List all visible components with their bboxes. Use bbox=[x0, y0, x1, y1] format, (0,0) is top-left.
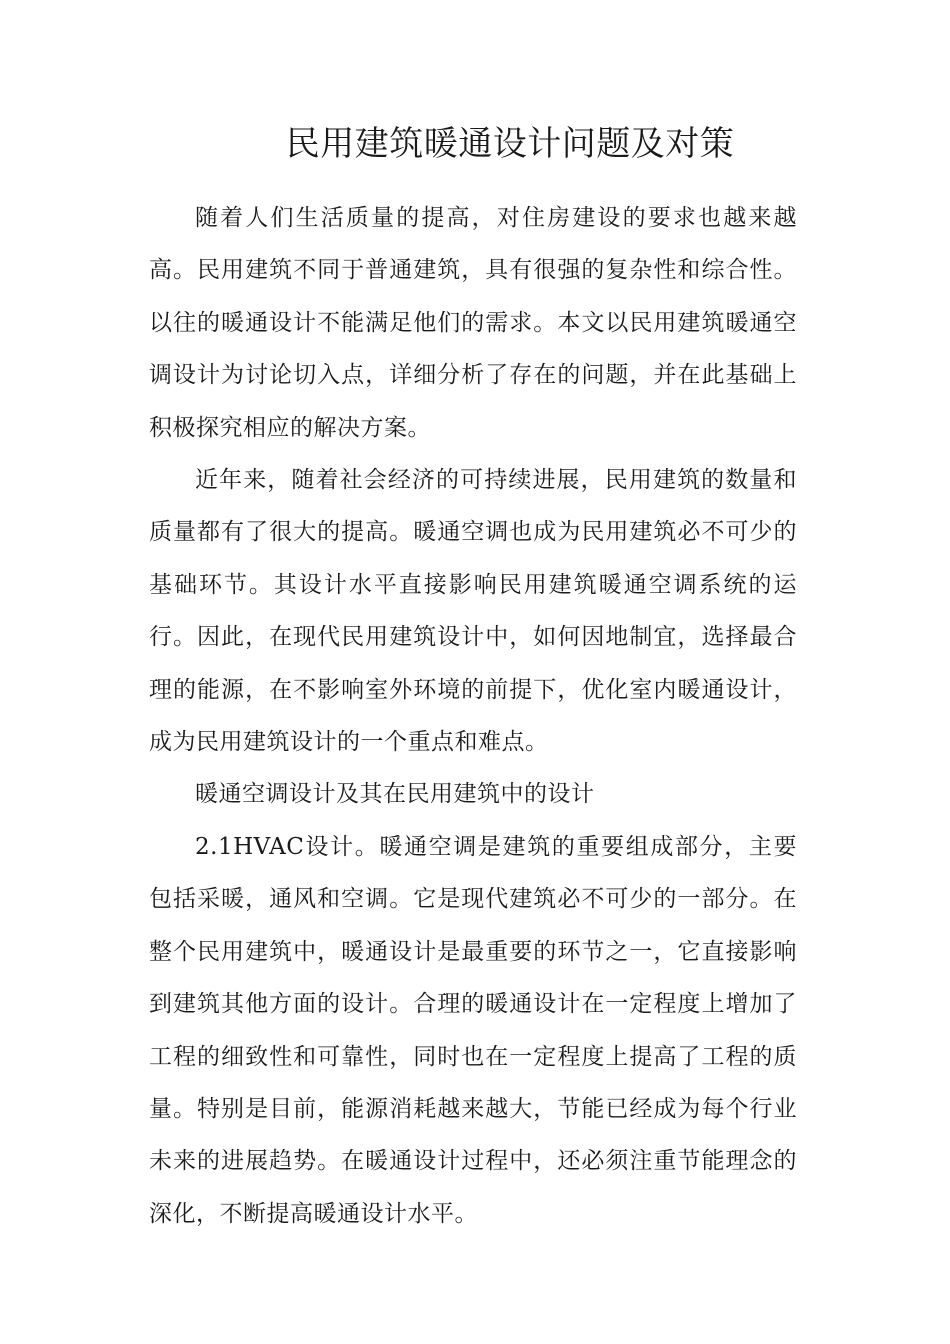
paragraph-hvac-design: 2.1HVAC设计。暖通空调是建筑的重要组成部分，主要包括采暖，通风和空调。它是现代建筑必不可少的一部分。在整个民用建筑中，暖通设计是最重要的环节之一，它直接影响到建筑其他方面的设计。合理的暖通设计在一定程度上增加了工程的细致性和可靠性，同时也在一定程度上提高了工程的质量。特别是目前，能源消耗越来越大，节能已经成为每个行业未来的进展趋势。在暖通设计过程中，还必须注重节能理念的深化，不断提高暖通设计水平。 bbox=[149, 833, 797, 1227]
paragraph-background: 近年来，随着社会经济的可持续进展，民用建筑的数量和质量都有了很大的提高。暖通空调也成为民用建筑必不可少的基础环节。其设计水平直接影响民用建筑暖通空调系统的运行。因此，在现代民用建筑设计中，如何因地制宜，选择最合理的能源，在不影响室外环境的前提下，优化室内暖通设计，成为民用建筑设计的一个重点和难点。 bbox=[149, 467, 797, 756]
page-title: 民用建筑暖通设计问题及对策 bbox=[285, 124, 735, 164]
document-body bbox=[149, 192, 797, 1240]
paragraph-intro: 随着人们生活质量的提高，对住房建设的要求也越来越高。民用建筑不同于普通建筑，具有很强的复杂性和综合性。以往的暖通设计不能满足他们的需求。本文以民用建筑暖通空调设计为讨论切入点，详细分析了存在的问题，并在此基础上积极探究相应的解决方案。 bbox=[149, 205, 797, 441]
section-heading: 暖通空调设计及其在民用建筑中的设计 bbox=[195, 781, 595, 808]
